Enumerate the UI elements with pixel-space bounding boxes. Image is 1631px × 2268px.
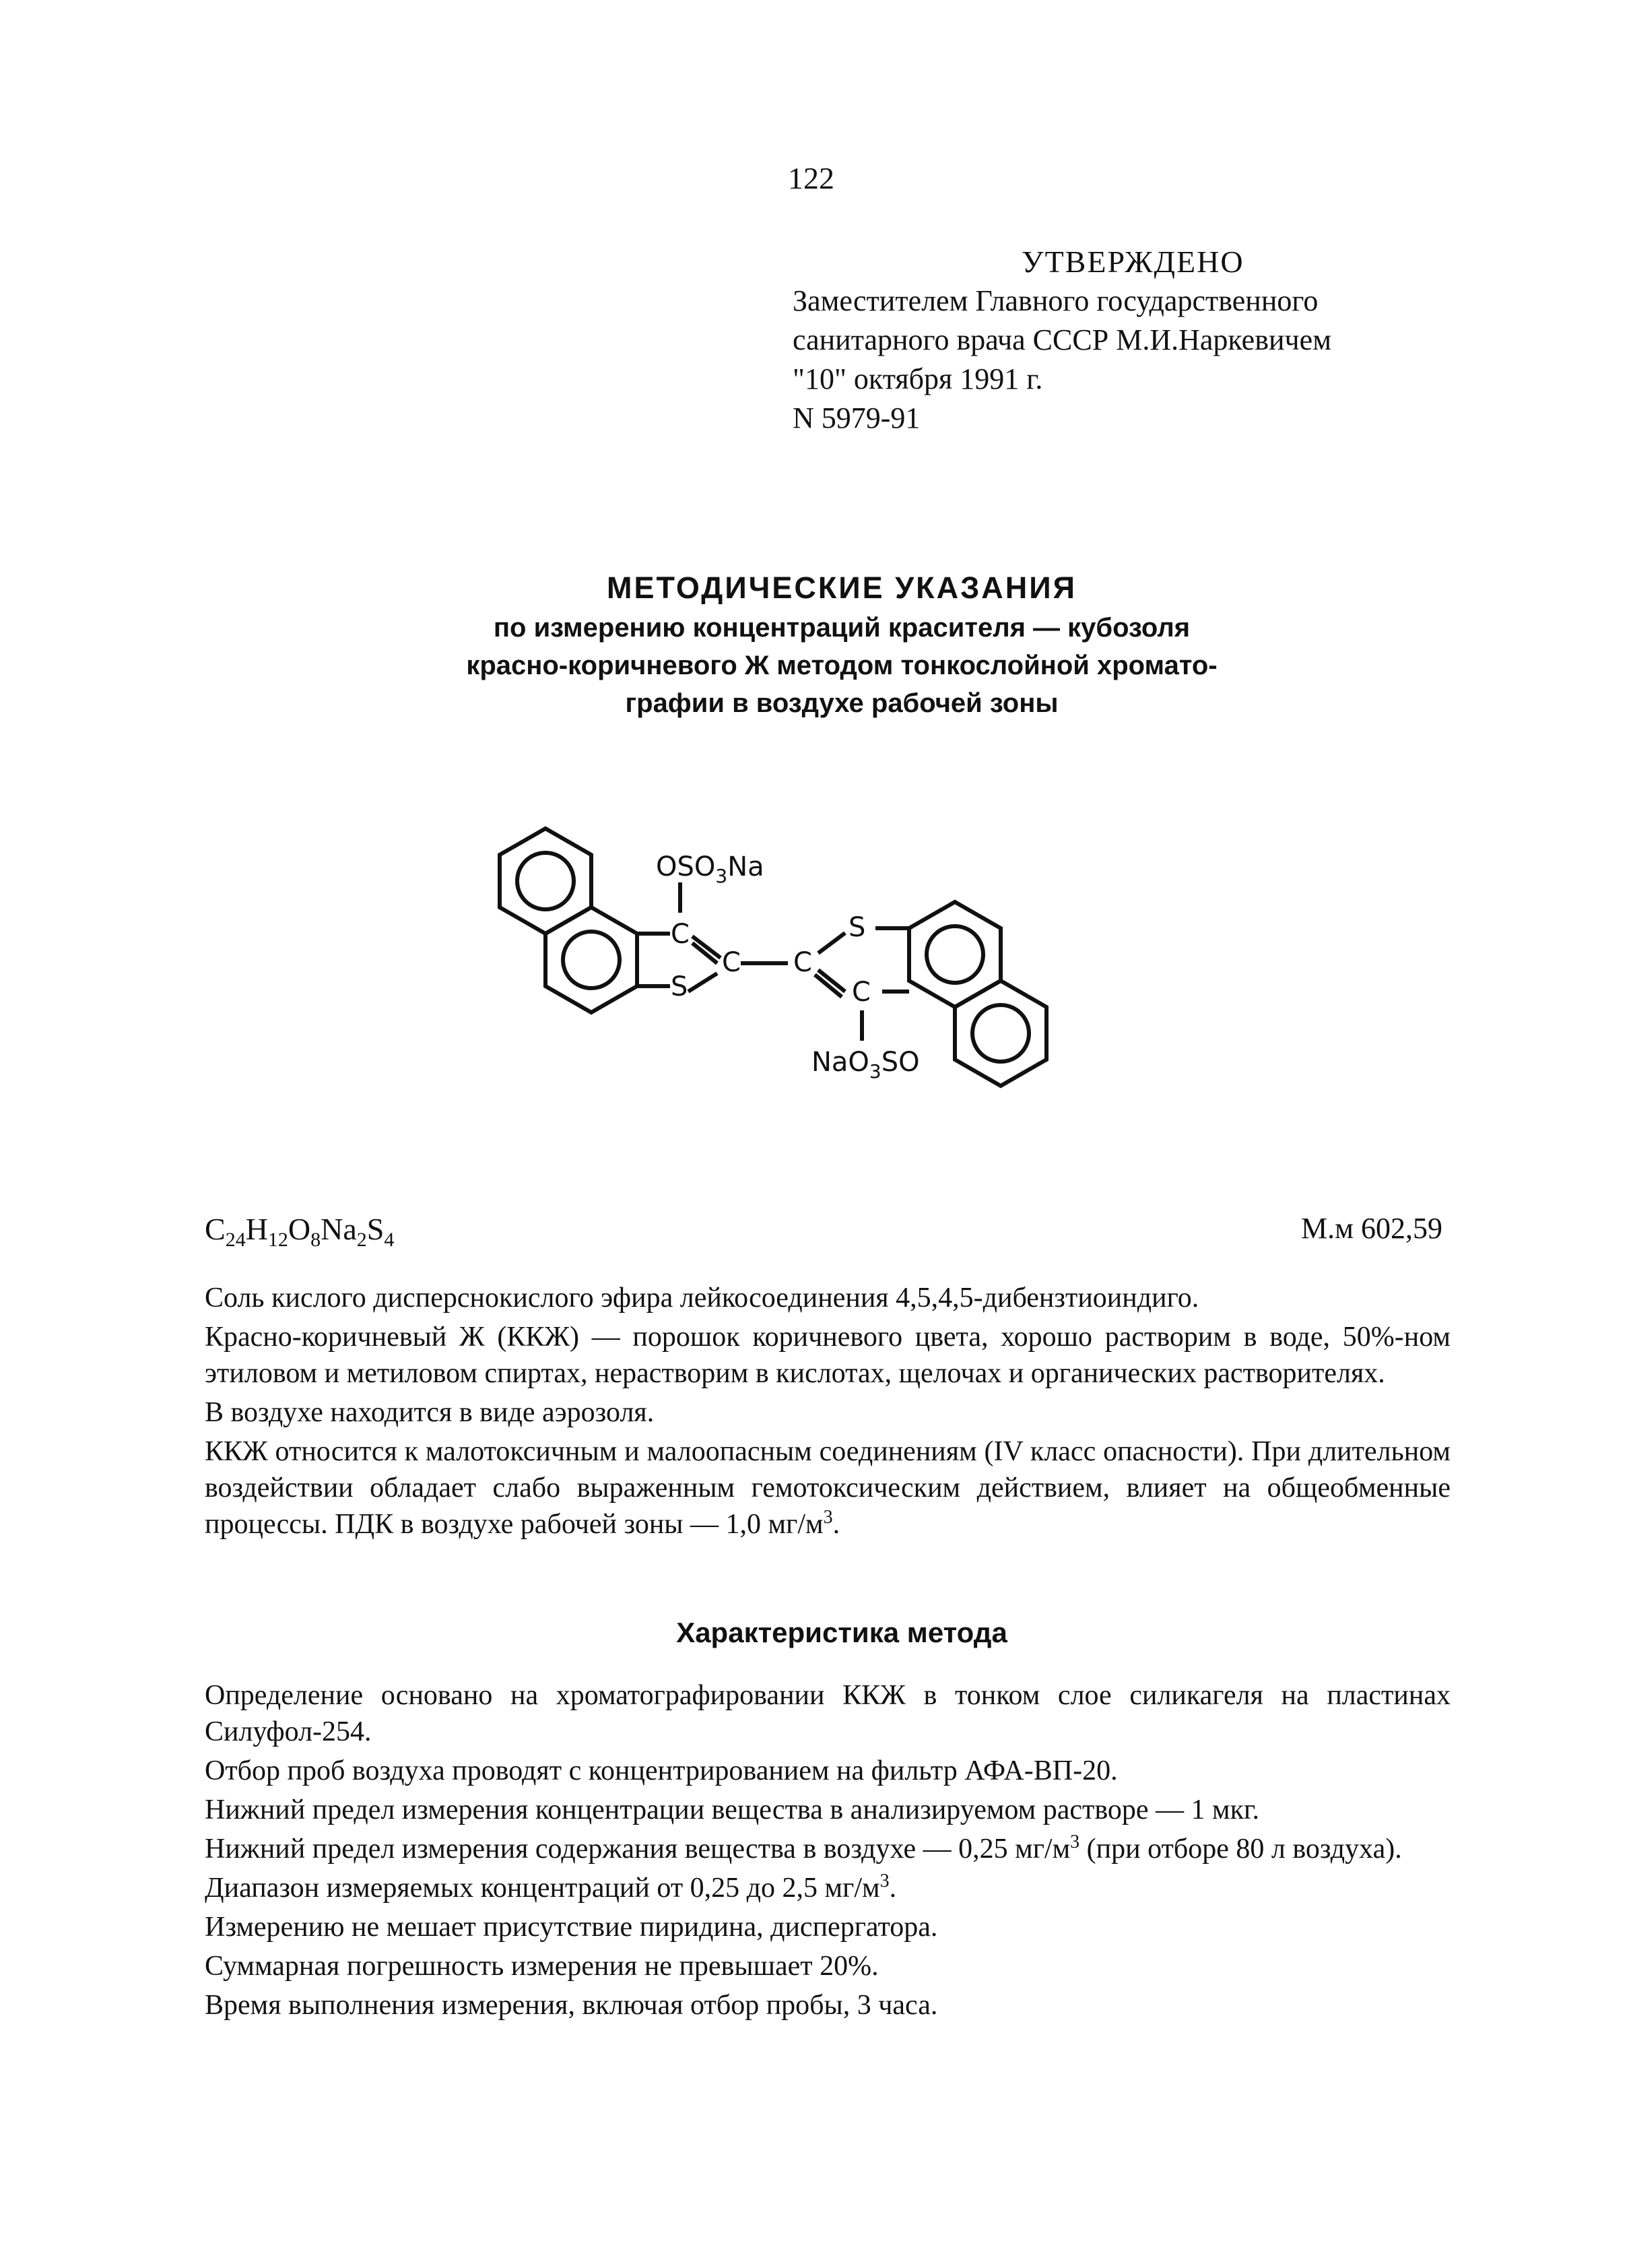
paragraph: Измерению не мешает присутствие пиридина, диспергатора. bbox=[205, 1912, 938, 1943]
paragraph: ККЖ относится к малотоксичным и малоопасным соединениям (IV класс опасности). При длительном воздействии обладает слабо выраженным гемотоксическим действием, влияет на общеобменные процессы. ПДК в воздухе рабочей зоны — 1,0 $мг/м^3$. bbox=[205, 1436, 1451, 1540]
approval-date: "10" октября 1991 г. bbox=[793, 362, 1043, 395]
atom-c: C bbox=[852, 977, 871, 1008]
substituent-top: $OSO_3Na$ bbox=[656, 851, 764, 887]
paragraph: Красно-коричневый Ж (ККЖ) — порошок коричневого цвета, хорошо растворим в воде, 50%-ном этиловом и метиловом спиртах, нерастворим в кислотах, щелочах и органических растворителях. bbox=[205, 1322, 1451, 1389]
title-line: графии в воздухе рабочей зоны bbox=[625, 688, 1059, 718]
section-heading: Характеристика метода bbox=[676, 1617, 1007, 1648]
right-lower-ring bbox=[955, 981, 1046, 1086]
approval-line: санитарного врача СССР М.И.Наркевичем bbox=[793, 323, 1332, 356]
paragraph: Соль кислого дисперснокислого эфира лейкосоединения 4,5,4,5-дибензтиоиндиго. bbox=[205, 1283, 1199, 1314]
method-section bbox=[205, 1677, 1451, 2026]
paragraph: Определение основано на хроматографировании ККЖ в тонком слое силикагеля на пластинах Силуфол-254. bbox=[205, 1680, 1451, 1747]
title-line: по измерению концентраций красителя — кубозоля bbox=[493, 613, 1191, 643]
paragraph: Отбор проб воздуха проводят с концентрированием на фильтр АФА-ВП-20. bbox=[205, 1755, 1118, 1786]
left-upper-ring bbox=[500, 829, 591, 934]
document-title bbox=[364, 567, 1320, 722]
left-lower-ring bbox=[545, 907, 637, 1012]
atom-s: S bbox=[671, 971, 688, 1002]
title-line: красно-коричневого Ж методом тонкослойной хромато- bbox=[466, 651, 1218, 680]
paragraph: В воздухе находится в виде аэрозоля. bbox=[205, 1397, 655, 1428]
paragraph: Время выполнения измерения, включая отбор пробы, 3 часа. bbox=[205, 1990, 938, 2021]
description-section bbox=[205, 1280, 1451, 1545]
approval-number: N 5979-91 bbox=[793, 401, 921, 434]
approval-line: Заместителем Главного государственного bbox=[793, 284, 1319, 317]
atom-c: C bbox=[722, 947, 741, 978]
chemical-formula: $C_{24}H_{12}O_8Na_2S_4$ bbox=[205, 1212, 395, 1252]
approval-block bbox=[793, 242, 1331, 438]
atom-c: C bbox=[671, 919, 690, 950]
paragraph: Нижний предел измерения содержания вещества в воздухе — 0,25 $мг/м^3$ (при отборе 80 л воздуха). bbox=[205, 1832, 1402, 1865]
paragraph: Диапазон измеряемых концентраций от 0,25 до 2,5 $мг/м^3$. bbox=[205, 1871, 897, 1904]
page-number: 122 bbox=[788, 161, 834, 195]
structural-formula bbox=[465, 815, 1172, 1152]
atom-c: C bbox=[793, 947, 812, 978]
atom-s: S bbox=[848, 912, 866, 943]
approval-heading: УТВЕРЖДЕНО bbox=[1022, 245, 1244, 279]
paragraph: Суммарная погрешность измерения не превышает 20%. bbox=[205, 1951, 879, 1982]
paragraph: Нижний предел измерения концентрации вещества в анализируемом растворе — 1 мкг. bbox=[205, 1794, 1259, 1825]
title-main: МЕТОДИЧЕСКИЕ УКАЗАНИЯ bbox=[607, 571, 1077, 605]
substituent-bottom: NaO$_3$SO bbox=[811, 1047, 920, 1082]
molecular-weight: М.м 602,59 bbox=[1301, 1212, 1442, 1245]
right-upper-ring bbox=[909, 902, 1001, 1007]
